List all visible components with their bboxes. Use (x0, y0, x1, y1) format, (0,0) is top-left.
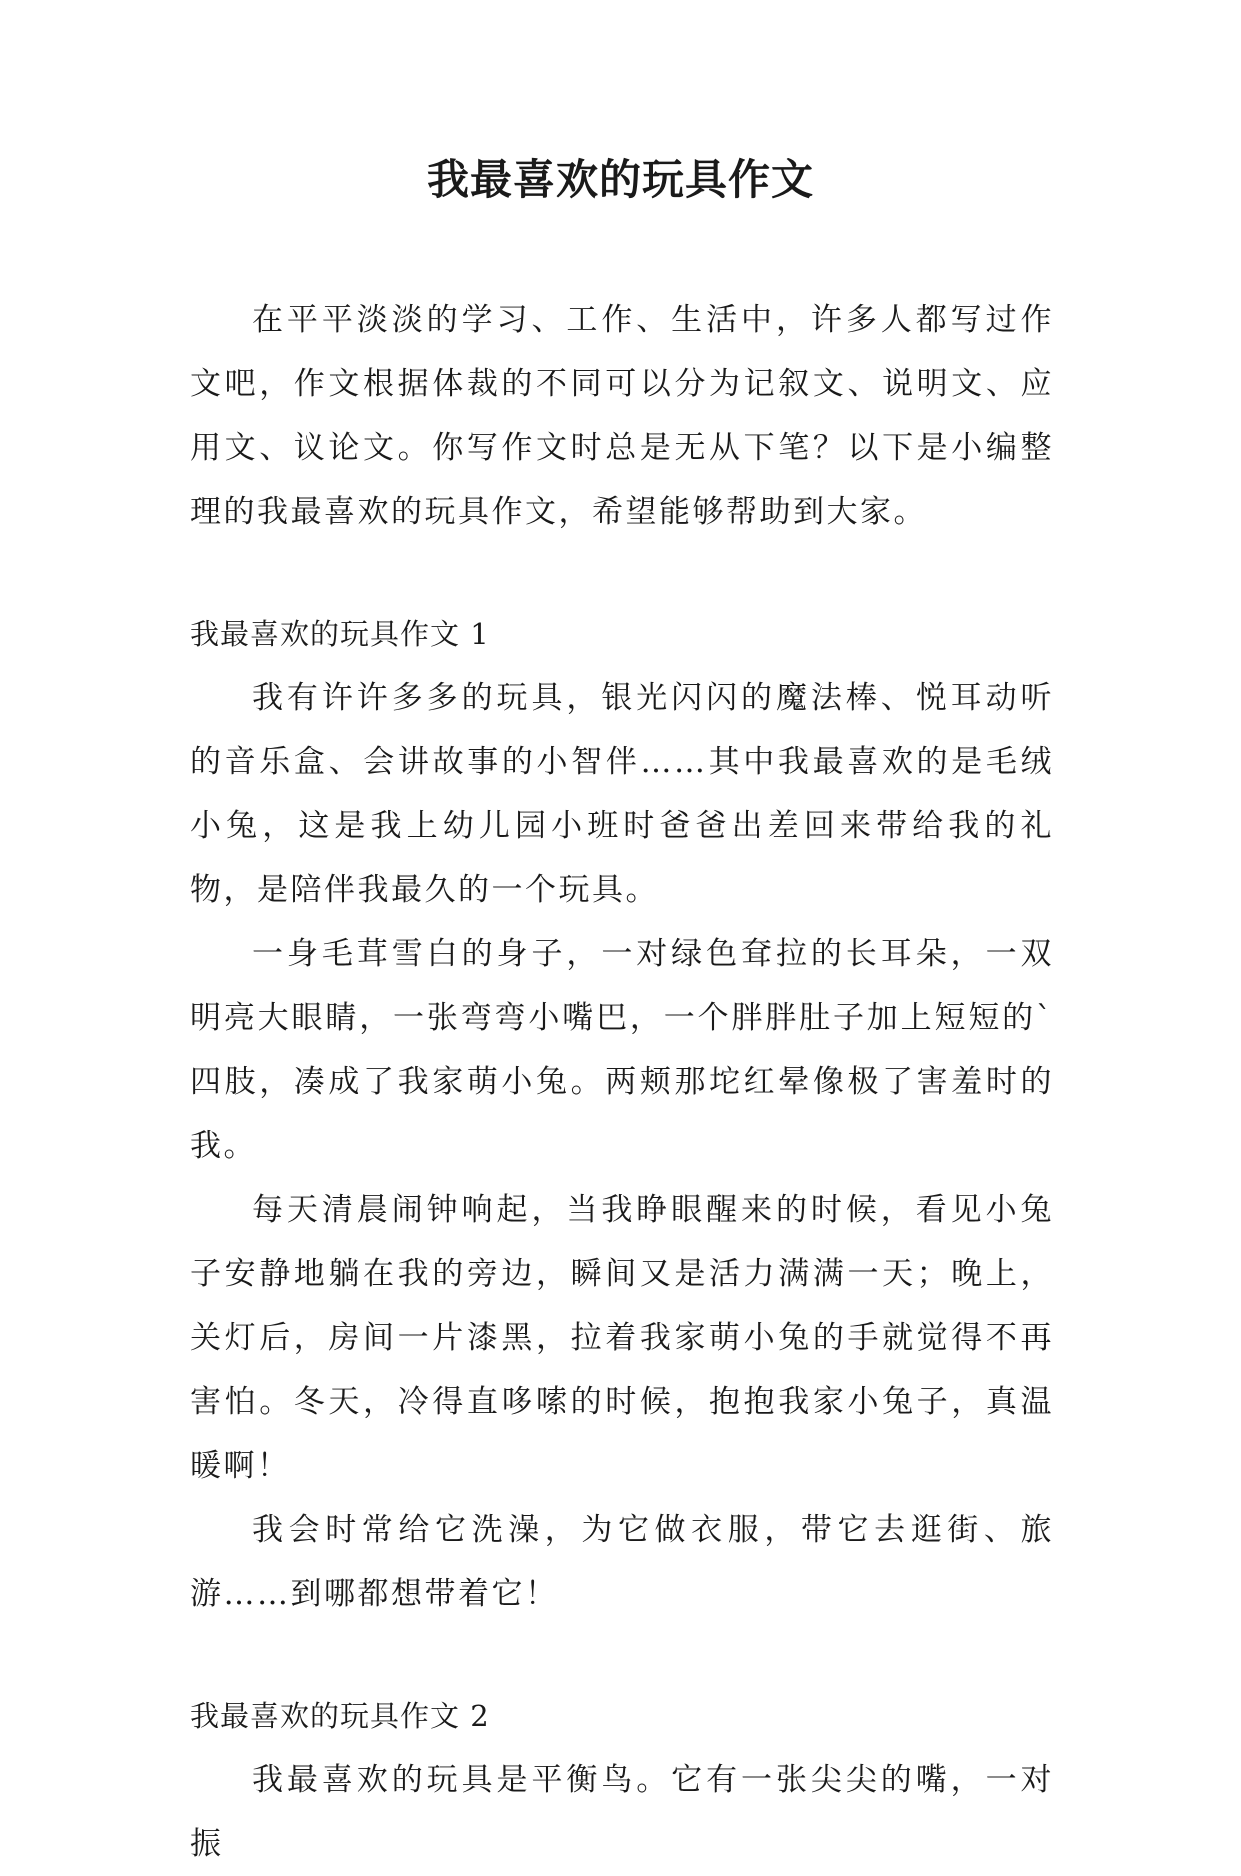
intro-paragraph: 在平平淡淡的学习、工作、生活中，许多人都写过作文吧，作文根据体裁的不同可以分为记叙文、说明文、应用文、议论文。你写作文时总是无从下笔？以下是小编整理的我最喜欢的玩具作文，希望能够帮助到大家。 (190, 302, 1054, 530)
document-body (190, 288, 1054, 1876)
essay-section-1 (190, 602, 1054, 1626)
section-heading-1: 我最喜欢的玩具作文 1 (190, 617, 490, 651)
section-1-paragraph-1: 我有许许多多的玩具，银光闪闪的魔法棒、悦耳动听的音乐盒、会讲故事的小智伴……其中我最喜欢的是毛绒小兔，这是我上幼儿园小班时爸爸出差回来带给我的礼物，是陪伴我最久的一个玩具。 (190, 680, 1054, 908)
section-1-paragraph-4: 我会时常给它洗澡，为它做衣服，带它去逛街、旅游……到哪都想带着它！ (190, 1512, 1054, 1612)
section-heading-2: 我最喜欢的玩具作文 2 (190, 1699, 490, 1733)
section-1-paragraph-2: 一身毛茸雪白的身子，一对绿色耷拉的长耳朵，一双明亮大眼睛，一张弯弯小嘴巴，一个胖胖肚子加上短短的`四肢，凑成了我家萌小兔。两颊那坨红晕像极了害羞时的我。 (190, 936, 1054, 1164)
section-1-paragraph-3: 每天清晨闹钟响起，当我睁眼醒来的时候，看见小兔子安静地躺在我的旁边，瞬间又是活力满满一天；晚上，关灯后，房间一片漆黑，拉着我家萌小兔的手就觉得不再害怕。冬天，冷得直哆嗦的时候，抱抱我家小兔子，真温暖啊！ (190, 1192, 1054, 1484)
essay-section-2 (190, 1684, 1054, 1876)
section-2-paragraph-1: 我最喜欢的玩具是平衡鸟。它有一张尖尖的嘴，一对振 (190, 1762, 1054, 1862)
document-title: 我最喜欢的玩具作文 (426, 155, 814, 204)
